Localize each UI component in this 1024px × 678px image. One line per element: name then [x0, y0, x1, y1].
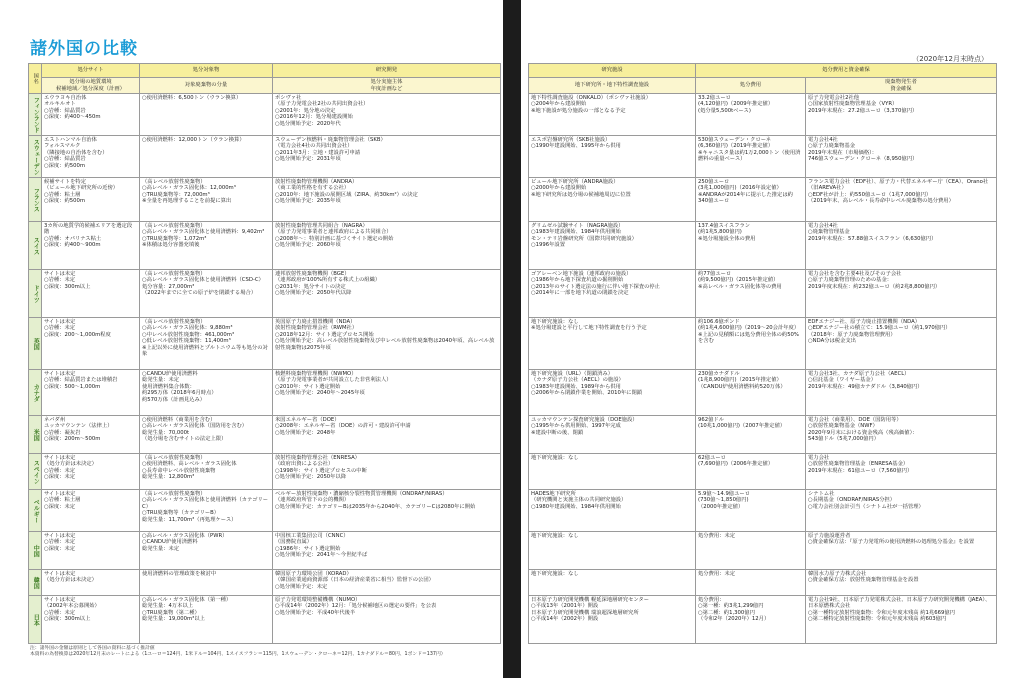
org-cell: 放射性廃棄物管理機関（ANDRA） （商工業的性格を有する公社） ○2010年：地下施設の展開区域（ZIRA、約30km²）の決定 ○処分開始予定：2035年頃: [273, 178, 501, 222]
site-cell: サイトは未定 （処分方針は未決定） ○岩種：未定 ○深度：未定: [42, 454, 140, 490]
cost-cell: 処分費用：未定: [696, 532, 806, 570]
footnote: 注：諸外国の金額は原則として各国の資料に基づく推計値 本資料の為替換算は2020年12月末のレートによる（1ユーロ＝124円、1米ドル＝104円、1スイスフラン＝115円、1スウェーデン・クローネ＝12円、1カナダドル＝80円、1ポンド＝137円）: [30, 646, 446, 657]
site-cell: サイトは未定 ○岩種：未定 ○深度：200～1,000m程度: [42, 318, 140, 370]
lab-cell: HADES地下研究所 （研究機関と実施主体の共同研究施設） ○1980年建設開始、1984年供用開始: [529, 490, 696, 532]
org-cell: 韓国原子力環境公団（KORAD） （韓国産業通商資源部（日本の経済産業省に相当）監督下の公団） ○処分開始予定：未定: [273, 570, 501, 596]
country-cell: スペイン: [29, 454, 42, 490]
fund-cell: 電力会社 ○放射性廃棄物管理基金（ENRESA基金） 2019年末現在：61億ユーロ（7,560億円）: [806, 454, 997, 490]
table-row: [29, 416, 501, 454]
org-cell: 連邦放射性廃棄物機関（BGE） （連邦政府が100%所有する株式上の組織） ○2031年：処分サイトの決定 ○処分開始予定：2050年代以降: [273, 270, 501, 318]
org-cell: ポシヴァ社 （原子力発電会社2社の共同出資会社） ○2001年：処分地の決定 ○2016年12月：処分場建設開始 ○処分開始予定：2020年代: [273, 94, 501, 136]
waste-cell: （高レベル放射性廃棄物） ○高レベル・ガラス固化体と使用済燃料（CSD-C） 処分容量：27,000m³ （2022年までに全ての原子炉を閉鎖する場合）: [140, 270, 273, 318]
cost-cell: 5.9億～14.9億ユーロ (730億～1,850億円) （2000年推定値）: [696, 490, 806, 532]
header-cost: 処分費用と資金確保: [696, 64, 997, 78]
header-org-sub: 処分実施主体 年度計画など: [273, 78, 501, 94]
cost-cell: 約77億ユーロ (約9,500億円)（2015年推定値） ※高レベル・ガラス固化体等の費用: [696, 270, 806, 318]
lab-cell: エスポ岩盤研究所（SKB社施設） ○1990年建設開始、1995年から供用: [529, 136, 696, 178]
site-cell: サイトは未定 ○岩種：粘土層 ○深度：未定: [42, 490, 140, 532]
fund-cell: 電力会社4社 ○廃棄物管理基金 2019年末現在：57.88億スイスフラン（6,630億円）: [806, 222, 997, 270]
site-cell: サイトは未定 （処分方針は未決定）: [42, 570, 140, 596]
country-cell: スイス: [29, 222, 42, 270]
waste-cell: （高レベル放射性廃棄物） ○使用済燃料、高レベル・ガラス固化体 ○長寿命中レベル放射性廃棄物 総発生量：12,800m³: [140, 454, 273, 490]
fund-cell: 電力会社（商業用）、DOE（国防用等） ○放射性廃棄物基金（NWF） 2020年9月末における資金残高（残高価値）： 543億ドル（5兆7,000億円）: [806, 416, 997, 454]
page-title: 諸外国の比較: [30, 39, 138, 59]
lab-cell: 地下研究施設（URL）（閉鎖済み） （カナダ原子力公社（AECL）の施設） ○1983年建設開始、1989年から供用 ○2006年から閉鎖作業を開始、2010年に閉鎖: [529, 370, 696, 416]
header-cost-sub2: 廃棄物発生者 資金確保: [806, 78, 997, 94]
country-cell: カナダ: [29, 370, 42, 416]
table-row: [529, 178, 997, 222]
org-cell: ベルギー放射性廃棄物・濃縮核分裂性物質管理機関（ONDRAF/NIRAS） （連邦政府所管下の公的機関） ○処分開始予定：カテゴリーBは2035年から2040年、カテゴリーCは2080年に開始: [273, 490, 501, 532]
site-cell: 3カ所の地質学的候補エリアを選定段階 ○岩種：オパリナス粘土 ○深度：約400～900m: [42, 222, 140, 270]
fund-cell: 電力会社4社 ○原子力廃棄物基金 2019年末現在（市場価格）： 746億スウェーデン・クローネ（8,950億円）: [806, 136, 997, 178]
lab-cell: 日本原子力研究開発機構 幌延深地層研究センター ○平成13年（2001年）開設 日本原子力研究開発機構 瑞浪超深地層研究所 ○平成14年（2002年）開設: [529, 596, 696, 644]
fund-cell: 韓国水力原子力株式会社 ○資金確保方法：放射性廃棄物管理基金を設置: [806, 570, 997, 596]
waste-cell: ○高レベル・ガラス固化体（PWR） ○CANDU炉使用済燃料 総発生量：未定: [140, 532, 273, 570]
lab-cell: ゴアレーベン地下施設（連邦政府の施設） ○1986年から地下探査坑道の掘削開始 ○2013年のサイト選定法の施行に伴い地下探査の停止 ○2014年に一部を地下坑道の閉鎖を決定: [529, 270, 696, 318]
header-org: 研究開発: [273, 64, 501, 78]
right-page-table: [528, 63, 997, 644]
fund-cell: フランス電力会社（EDF社）、原子力・代替エネルギー庁（CEA）、Orano社（旧AREVA社） ○EDF社が計上：約550億ユーロ（1兆7,000億円） （2019年末、高レベル・長寿命中レベル廃棄物の処分費用）: [806, 178, 997, 222]
cost-cell: 33.2億ユーロ (4,120億円)（2009年推定値） (処分量5,500tベース): [696, 94, 806, 136]
header-country: 国名: [29, 64, 42, 94]
lab-cell: ユッカマウンテン探査研究施設（DOE施設） ○1995年から供用開始、1997年完成 ※建設中断の後、閉鎖: [529, 416, 696, 454]
waste-cell: 使用済燃料の管理政策を検討中: [140, 570, 273, 596]
header-site-sub: 処分場の地質環境 候補地域／処分深度（計画）: [42, 78, 140, 94]
org-cell: スウェーデン核燃料・廃棄物管理会社（SKB） （電力会社4社の共同出資会社） ○2011年3月：立地・建設許可申請 ○処分開始予定：2031年頃: [273, 136, 501, 178]
waste-cell: （高レベル放射性廃棄物） ○高レベル・ガラス固化体と使用済燃料（カテゴリーC） ○TRU廃棄物等（カテゴリーB） 総発生量：11,700m³（再処理ケース）: [140, 490, 273, 532]
site-cell: エウラヨキ自治体 オルキルオト ○岩種：結晶質岩 ○深度：約400～450m: [42, 94, 140, 136]
table-row: [29, 596, 501, 644]
left-page-table: [28, 63, 501, 644]
waste-cell: ○使用済燃料（商業用を含む） ○高レベル・ガラス固化体（国防用を含む） 総発生量：70,000t （処分場を含むサイトの法定上限）: [140, 416, 273, 454]
lab-cell: 地下特性調査施設（ONKALO）（ポシヴァ社施設） ○2004年から建設開始 ※地下施設が処分施設の一部となる予定: [529, 94, 696, 136]
table-row: [29, 178, 501, 222]
cost-cell: 137.4億スイスフラン (約1兆5,800億円) ※処分場施設全体の費用: [696, 222, 806, 270]
fund-cell: 原子力発電会社2社他 ○国家放射性廃棄物管理基金（VYR） 2019年末現在：27.2億ユーロ（3,370億円）: [806, 94, 997, 136]
lab-cell: 地下研究施設：なし: [529, 454, 696, 490]
table-row: [529, 318, 997, 370]
country-cell: 日本: [29, 596, 42, 644]
site-cell: サイトは未定 ○岩種：未定 ○深度：300m以上: [42, 270, 140, 318]
org-cell: 核燃料廃棄物管理機関（NWMO） （原子力発電事業者が共同設立した非営利法人） ○2010年：サイト選定開始 ○処分開始予定：2040年～2045年頃: [273, 370, 501, 416]
waste-cell: ○使用済燃料：6,500トン（ウラン換算）: [140, 94, 273, 136]
lab-cell: 地下研究施設：なし ※処分場建設と平行して地下特性調査を行う予定: [529, 318, 696, 370]
table-row: [29, 490, 501, 532]
country-cell: 米国: [29, 416, 42, 454]
fund-cell: 電力会社3社、カナダ原子力公社（AECL） ○信託基金（ワイヤー基金） 2019年末現在：49億カナダドル（3,840億円）: [806, 370, 997, 416]
site-cell: サイトは未定 ○岩種：未定 ○深度：未定: [42, 532, 140, 570]
table-row: [529, 532, 997, 570]
org-cell: 放射性廃棄物管理公社（ENRESA） （政府出資による公社） ○1998年：サイト選定プロセスの中断 ○処分開始予定：2050年以降: [273, 454, 501, 490]
table-row: [529, 136, 997, 178]
org-cell: 原子力発電環境整備機構（NUMO） ○平成14年（2002年）12月：「処分候補地区の選定の要件」を公表 ○処分開始予定：平成40年代後半: [273, 596, 501, 644]
cost-cell: 処分費用：未定: [696, 570, 806, 596]
fund-cell: EDFエナジー社、原子力廃止措置機関（NDA） ○EDFエナジー社の積立て：15.9億ユーロ（約1,970億円） （2018年：原子力廃棄物管理費用） ○NDA分は税金支出: [806, 318, 997, 370]
org-cell: 放射性廃棄物管理共同組合（NAGRA） （原子力発電事業者と連邦政府による共同組合） ○2008年～：特別計画に基づくサイト選定の開始 ○処分開始予定：2060年頃: [273, 222, 501, 270]
table-row: [29, 136, 501, 178]
org-cell: 米国エネルギー省（DOE） ○2008年：エネルギー省（DOE）の許可・建設許可申請 ○処分開始予定：2048年: [273, 416, 501, 454]
table-row: [29, 222, 501, 270]
table-row: [529, 490, 997, 532]
waste-cell: （高レベル放射性廃棄物） ○高レベル・ガラス固化体：9,880m³ ○中レベル放射性廃棄物：461,000m³ ○低レベル放射性廃棄物：11,400m³ ※上記以外に使用済燃料とプルトニウム等も処分の対象: [140, 318, 273, 370]
fund-cell: シナトム社 ○長期基金（ONDRAF/NIRAS分担） ○電力会社別会計引当（シナトム社が一括管理）: [806, 490, 997, 532]
country-cell: 韓国: [29, 570, 42, 596]
table-row: [529, 596, 997, 644]
header-lab-sub: 地下研究所・地下特性調査施設: [529, 78, 696, 94]
site-cell: ネバダ州 ユッカマウンテン（法律上） ○岩種：凝灰岩 ○深度：200m～500m: [42, 416, 140, 454]
cost-cell: 約106.6億ポンド (約1兆4,600億円)（2019～20会計年度） ※上記の見積額には処分費用全体の約50%を含む: [696, 318, 806, 370]
table-row: [529, 416, 997, 454]
table-row: [29, 570, 501, 596]
country-cell: フランス: [29, 178, 42, 222]
waste-cell: ○高レベル・ガラス固化体（第一種） 総発生量：4万本以上 ○TRU廃棄物（第二種） 総発生量：19,000m³以上: [140, 596, 273, 644]
lab-cell: 地下研究施設：なし: [529, 570, 696, 596]
as-of-date: （2020年12月末時点）: [912, 55, 988, 63]
fund-cell: 電力会社を含む主要4社及びその子会社 ○原子力廃棄物管理のための基金： 2019年度末現在：約232億ユーロ（約2兆8,800億円）: [806, 270, 997, 318]
table-row: [29, 454, 501, 490]
lab-cell: ビュール地下研究所（ANDRA施設） ○2000年から建設開始 ※地下研究所は処分場の候補地周辺に位置: [529, 178, 696, 222]
table-row: [529, 222, 997, 270]
header-waste: 処分対象物: [140, 64, 273, 78]
cost-cell: 962億ドル (10兆1,000億円)（2007年推定値）: [696, 416, 806, 454]
waste-cell: ○CANDU炉使用済燃料 総発生量：未定 使用済燃料集合体数： 約295万体（2018年6月時点） 約570万体（計画見込み）: [140, 370, 273, 416]
waste-cell: ○使用済燃料：12,000トン（ウラン換算）: [140, 136, 273, 178]
site-cell: エストハンマル自治体 フォルスマルク （隣接地の自治体を含む） ○岩種：結晶質岩 ○深度：約500m: [42, 136, 140, 178]
header-waste-sub: 対象廃棄物の分量: [140, 78, 273, 94]
cost-cell: 530億スウェーデン・クローネ (6,360億円)（2019年推定値） ※キャニスタ量は約1万2,000トン（使用済燃料の重量ベース）: [696, 136, 806, 178]
table-row: [529, 370, 997, 416]
table-row: [529, 570, 997, 596]
lab-cell: グリムゼル試験サイト（NAGRA施設） ○1983年建設開始、1984年供用開始 モン・テリ岩盤研究所（国際共同研究施設） ○1996年設置: [529, 222, 696, 270]
table-row: [29, 318, 501, 370]
header-lab: 研究施設: [529, 64, 696, 78]
table-row: [529, 94, 997, 136]
table-row: [29, 94, 501, 136]
cost-cell: 250億ユーロ (3兆1,000億円)（2016年設定値） ※ANDRAが2014年に提示した推定は約340億ユーロ: [696, 178, 806, 222]
table-row: [29, 532, 501, 570]
waste-cell: （高レベル放射性廃棄物） ○高レベル・ガラス固化体：12,000m³ ○TRU廃棄物等：72,000m³ ※全量を再処理することを前提に算出: [140, 178, 273, 222]
table-row: [29, 370, 501, 416]
cost-cell: 処分費用： ○第一種：約3兆1,299億円 ○第二種：約1,300億円 （令和2年（2020年）12月）: [696, 596, 806, 644]
table-row: [529, 454, 997, 490]
page-gutter: [503, 0, 521, 678]
header-cost-sub1: 処分費用: [696, 78, 806, 94]
site-cell: サイトは未定 ○岩種：結晶質岩または堆積岩 ○深度：500～1,000m: [42, 370, 140, 416]
header-site: 処分サイト: [42, 64, 140, 78]
site-cell: 候補サイトを特定 （ビュール地下研究所の近傍） ○岩種：粘土層 ○深度：約500m: [42, 178, 140, 222]
cost-cell: 230億カナダドル (1兆8,900億円)（2015年推定値） （CANDU炉使用済燃料約520万体）: [696, 370, 806, 416]
fund-cell: 原子力施設運営者 ○資金確保方法：『原子力発電所の使用済燃料の処理処分基金』を設置: [806, 532, 997, 570]
fund-cell: 電力会社9社、日本原子力発電株式会社、日本原子力研究開発機構（JAEA）、日本原燃株式会社 ○第一種特定放射性廃棄物：令和元年度末残高 約1兆669億円 ○第二種特定放射性廃棄物：令和元年度末残高 約603億円: [806, 596, 997, 644]
site-cell: サイトは未定 （2002年本公募開始） ○岩種：未定 ○深度：300m以上: [42, 596, 140, 644]
country-cell: ドイツ: [29, 270, 42, 318]
country-cell: ベルギー: [29, 490, 42, 532]
country-cell: スウェーデン: [29, 136, 42, 178]
org-cell: 中国核工業集団公司（CNNC） （国務院直属） ○1986年：サイト選定開始 ○処分開始予定：2041年～今世紀半ば: [273, 532, 501, 570]
waste-cell: （高レベル放射性廃棄物） ○高レベル・ガラス固化体と使用済燃料：9,402m³ ○TRU廃棄物等：1,072m³ ※体積は処分容器充填後: [140, 222, 273, 270]
lab-cell: 地下研究施設：なし: [529, 532, 696, 570]
country-cell: フィンランド: [29, 94, 42, 136]
country-cell: 英国: [29, 318, 42, 370]
cost-cell: 62億ユーロ (7,690億円)（2006年推定値）: [696, 454, 806, 490]
country-cell: 中国: [29, 532, 42, 570]
table-row: [529, 270, 997, 318]
org-cell: 英国原子力廃止措置機関（NDA） 放射性廃棄物管理会社（RWM社） ○2018年12月：サイト選定プロセス開始 ○処分開始予定：高レベル放射性廃棄物及び中レベル放射性廃棄物は2040年頃、高レベル放射性廃棄物は2075年頃: [273, 318, 501, 370]
table-row: [29, 270, 501, 318]
